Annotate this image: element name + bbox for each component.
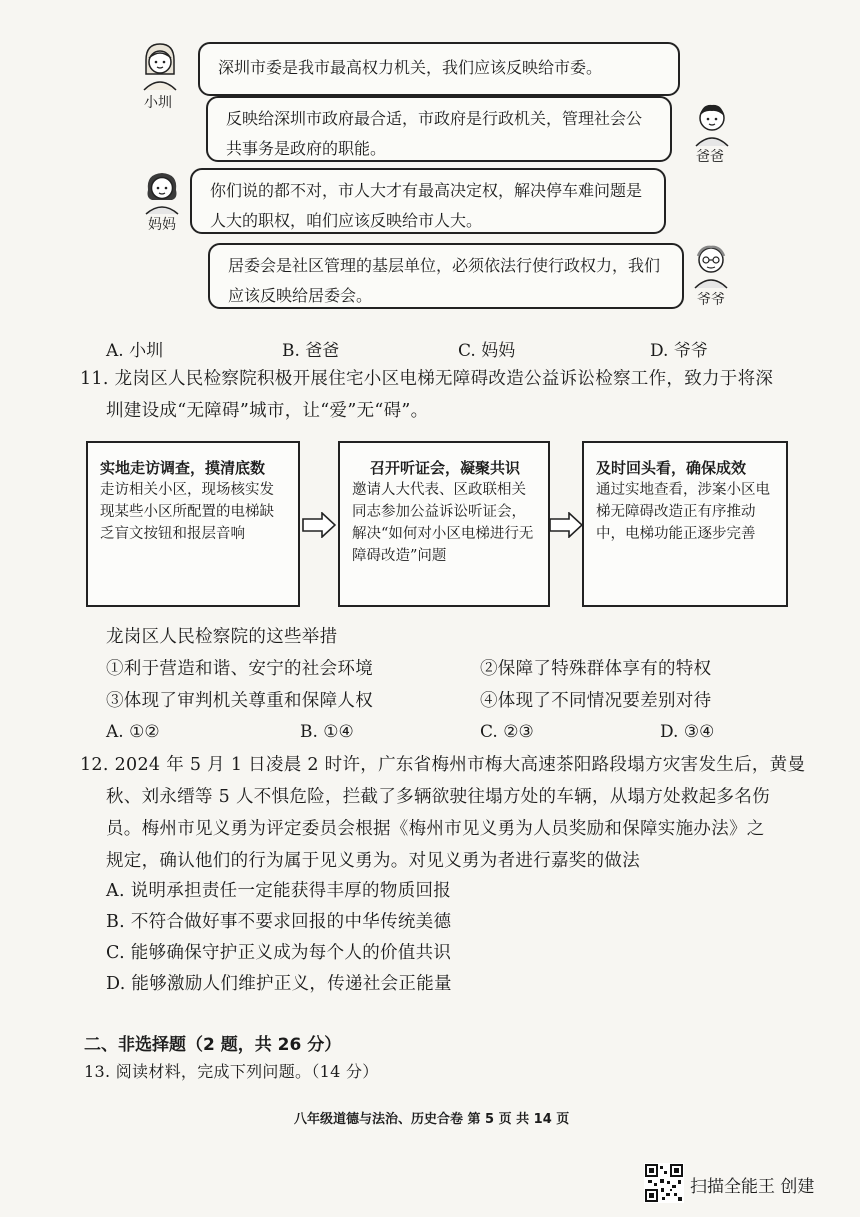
- q12-stem-line3: 员。梅州市见义勇为评定委员会根据《梅州市见义勇为人员奖励和保障实施办法》之: [106, 819, 765, 839]
- q12-stem-line2: 秋、刘永缙等 5 人不惧危险，拦截了多辆欲驶往塌方处的车辆，从塌方处救起多名伤: [106, 787, 770, 807]
- q12-stem-line4: 规定，确认他们的行为属于见义勇为。对见义勇为者进行嘉奖的做法: [106, 851, 640, 871]
- q11-item-1: ①利于营造和谐、安宁的社会环境: [106, 659, 373, 679]
- q11-lead: 龙岗区人民检察院的这些举措: [106, 627, 338, 647]
- speaker-label-father: 爸爸: [696, 149, 724, 165]
- flow-step-body: 通过实地查看，涉案小区电梯无障碍改造正有序推动中，电梯功能正逐步完善: [596, 482, 770, 542]
- speech-text: 深圳市委是我市最高权力机关，我们应该反映给市委。: [218, 58, 603, 77]
- q10-option-d: D. 爷爷: [650, 341, 708, 361]
- speaker-label-xiaozhen: 小圳: [144, 95, 172, 111]
- q12-option-c: C. 能够确保守护正义成为每个人的价值共识: [106, 943, 452, 963]
- q10-option-c: C. 妈妈: [458, 341, 516, 361]
- q11-item-2: ②保障了特殊群体享有的特权: [480, 659, 712, 679]
- speech-text: 居委会是社区管理的基层单位，必须依法行使行政权力，我们应该反映给居委会。: [228, 256, 661, 305]
- q13-stem: 13. 阅读材料，完成下列问题。（14 分）: [84, 1062, 379, 1081]
- speech-bubble-mother: [190, 168, 666, 234]
- q11-item-4: ④体现了不同情况要差别对待: [480, 691, 712, 711]
- speech-bubble-father: [206, 96, 672, 162]
- q12-option-d: D. 能够激励人们维护正义，传递社会正能量: [106, 974, 452, 994]
- flow-step-title: 实地走访调查，摸清底数: [100, 459, 266, 477]
- section-heading: 二、非选择题（2 题，共 26 分）: [84, 1035, 342, 1055]
- flow-step-1: [86, 441, 300, 607]
- xiaozhen-avatar-icon: [138, 40, 182, 92]
- father-avatar-icon: [690, 100, 734, 148]
- flow-step-body: 走访相关小区，现场核实发现某些小区所配置的电梯缺乏盲文按钮和报层音响: [100, 482, 274, 542]
- grandpa-avatar-icon: [688, 242, 734, 290]
- speech-bubble-xiaozhen: [198, 42, 680, 96]
- flow-step-title: 及时回头看，确保成效: [596, 459, 747, 477]
- speaker-label-mother: 妈妈: [148, 217, 176, 233]
- q11-option-b: B. ①④: [300, 722, 354, 742]
- flow-step-title: 召开听证会，凝聚共识: [369, 459, 520, 477]
- speaker-label-grandpa: 爷爷: [697, 292, 725, 308]
- q10-option-a: A. 小圳: [106, 341, 164, 361]
- q10-option-b: B. 爸爸: [282, 341, 340, 361]
- q11-stem-line1: 11. 龙岗区人民检察院积极开展住宅小区电梯无障碍改造公益诉讼检察工作，致力于将深: [80, 369, 774, 389]
- speech-text: 你们说的都不对，市人大才有最高决定权，解决停车难问题是人大的职权，咱们应该反映给市人大。: [210, 181, 643, 230]
- watermark-text: 扫描全能王 创建: [690, 1177, 815, 1197]
- flow-step-3: [582, 441, 788, 607]
- q12-stem-line1: 12. 2024 年 5 月 1 日凌晨 2 时许，广东省梅州市梅大高速茶阳路段塌方灾害发生后，黄曼: [80, 755, 806, 775]
- page-footer: 八年级道德与法治、历史合卷 第 5 页 共 14 页: [294, 1112, 570, 1127]
- q11-option-d: D. ③④: [660, 722, 715, 742]
- q11-stem-line2: 圳建设成“无障碍”城市，让“爱”无“碍”。: [106, 401, 429, 421]
- flow-step-2: [338, 441, 550, 607]
- mother-avatar-icon: [140, 168, 184, 216]
- flow-arrow-icon: [549, 512, 583, 538]
- q12-option-b: B. 不符合做好事不要求回报的中华传统美德: [106, 912, 452, 932]
- flow-step-body: 邀请人大代表、区政联相关同志参加公益诉讼听证会，解决“如何对小区电梯进行无障碍改造”问题: [352, 482, 534, 564]
- q12-option-a: A. 说明承担责任一定能获得丰厚的物质回报: [106, 881, 452, 901]
- q11-item-3: ③体现了审判机关尊重和保障人权: [106, 691, 373, 711]
- speech-bubble-grandpa: [208, 243, 684, 309]
- qr-code-icon: [644, 1163, 684, 1203]
- q11-option-c: C. ②③: [480, 722, 534, 742]
- speech-text: 反映给深圳市政府最合适，市政府是行政机关，管理社会公共事务是政府的职能。: [226, 109, 643, 158]
- flow-arrow-icon: [302, 512, 336, 538]
- q11-option-a: A. ①②: [106, 722, 160, 742]
